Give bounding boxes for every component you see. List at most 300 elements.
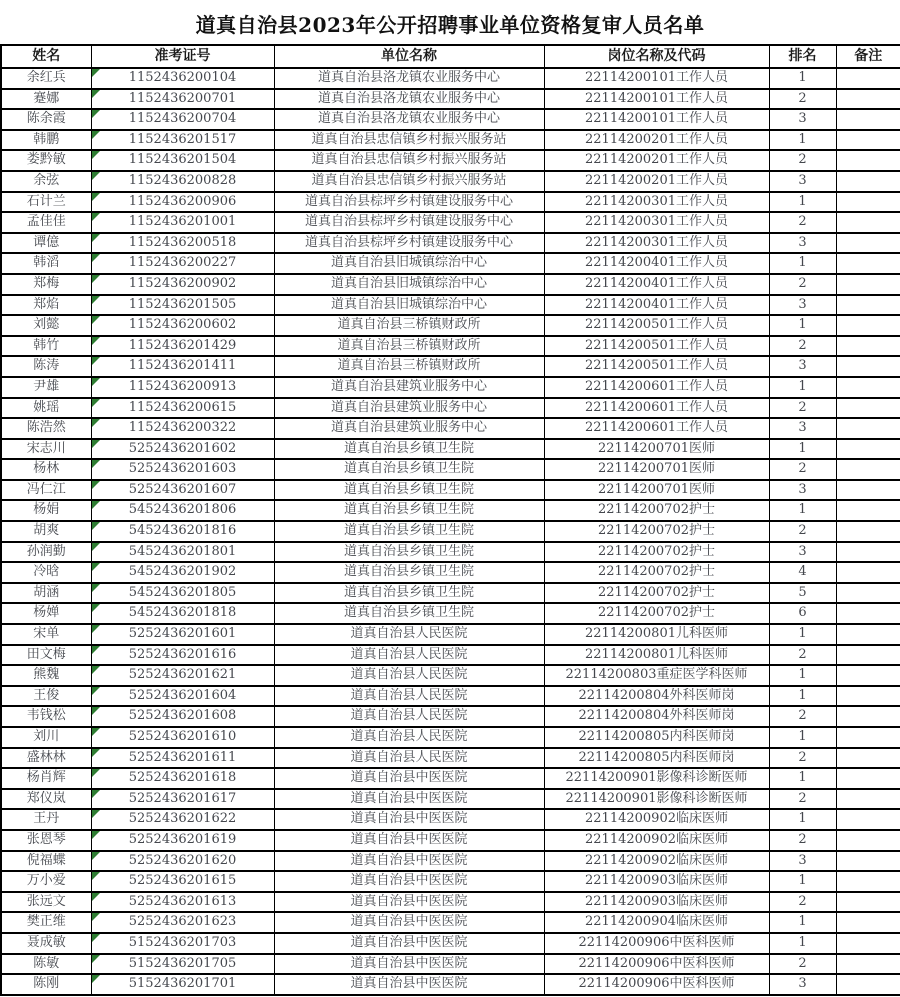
green-corner-flag-icon [92, 399, 100, 407]
table-row [1, 748, 900, 769]
cell-name: 韩滔 [1, 253, 91, 274]
header-remark: 备注 [836, 45, 900, 68]
cell-position-code: 22114200702护士 [544, 583, 769, 604]
green-corner-flag-icon [92, 728, 100, 736]
cell-position-code: 22114200601工作人员 [544, 418, 769, 439]
exam-number-text: 5452436201805 [128, 584, 237, 600]
cell-remark [836, 356, 900, 377]
exam-number-text: 1152436201505 [128, 296, 237, 312]
cell-exam-number [91, 89, 274, 110]
exam-number-text: 5252436201621 [128, 667, 237, 683]
exam-number-text: 5252436201603 [128, 461, 237, 477]
cell-remark [836, 645, 900, 666]
cell-position-code: 22114200901影像科诊断医师 [544, 789, 769, 810]
cell-exam-number [91, 459, 274, 480]
exam-number-text: 5252436201608 [128, 708, 237, 724]
green-corner-flag-icon [92, 440, 100, 448]
cell-unit-name: 道真自治县中医医院 [274, 830, 544, 851]
green-corner-flag-icon [92, 337, 100, 345]
cell-unit-name: 道真自治县人民医院 [274, 748, 544, 769]
table-row [1, 789, 900, 810]
cell-remark [836, 295, 900, 316]
cell-unit-name: 道真自治县三桥镇财政所 [274, 315, 544, 336]
table-row [1, 192, 900, 213]
cell-exam-number [91, 933, 274, 954]
table-row [1, 89, 900, 110]
exam-number-text: 5452436201818 [128, 605, 237, 621]
table-header-row [1, 45, 900, 68]
cell-unit-name: 道真自治县三桥镇财政所 [274, 336, 544, 357]
cell-unit-name: 道真自治县乡镇卫生院 [274, 459, 544, 480]
table-row [1, 624, 900, 645]
exam-number-text: 1152436200828 [128, 172, 237, 188]
cell-unit-name: 道真自治县棕坪乡村镇建设服务中心 [274, 233, 544, 254]
cell-remark [836, 130, 900, 151]
cell-rank: 1 [769, 686, 836, 707]
green-corner-flag-icon [92, 378, 100, 386]
cell-exam-number [91, 171, 274, 192]
cell-rank: 2 [769, 748, 836, 769]
cell-rank: 3 [769, 974, 836, 995]
cell-remark [836, 789, 900, 810]
exam-number-text: 5452436201801 [128, 543, 237, 559]
cell-remark [836, 583, 900, 604]
cell-name: 王丹 [1, 809, 91, 830]
cell-unit-name: 道真自治县旧城镇综治中心 [274, 253, 544, 274]
green-corner-flag-icon [92, 625, 100, 633]
green-corner-flag-icon [92, 254, 100, 262]
cell-unit-name: 道真自治县洛龙镇农业服务中心 [274, 109, 544, 130]
cell-remark [836, 542, 900, 563]
cell-exam-number [91, 809, 274, 830]
cell-unit-name: 道真自治县棕坪乡村镇建设服务中心 [274, 212, 544, 233]
cell-name: 张远文 [1, 892, 91, 913]
exam-number-text: 1152436200704 [128, 111, 237, 127]
table-row [1, 912, 900, 933]
exam-number-text: 1152436201001 [128, 214, 237, 230]
cell-name: 娄黔敏 [1, 150, 91, 171]
exam-number-text: 5252436201613 [128, 893, 237, 909]
table-row [1, 974, 900, 995]
exam-number-text: 5252436201602 [128, 440, 237, 456]
green-corner-flag-icon [92, 749, 100, 757]
header-name: 姓名 [1, 45, 91, 68]
cell-exam-number [91, 748, 274, 769]
exam-number-text: 1152436201504 [128, 152, 237, 168]
cell-position-code: 22114200702护士 [544, 562, 769, 583]
cell-unit-name: 道真自治县中医医院 [274, 768, 544, 789]
green-corner-flag-icon [92, 604, 100, 612]
table-row [1, 583, 900, 604]
cell-position-code: 22114200702护士 [544, 500, 769, 521]
exam-number-text: 5452436201816 [128, 523, 237, 539]
cell-unit-name: 道真自治县中医医院 [274, 954, 544, 975]
cell-rank: 2 [769, 830, 836, 851]
green-corner-flag-icon [92, 193, 100, 201]
cell-remark [836, 439, 900, 460]
table-row [1, 521, 900, 542]
cell-unit-name: 道真自治县中医医院 [274, 892, 544, 913]
cell-position-code: 22114200805内科医师岗 [544, 748, 769, 769]
exam-number-text: 1152436200913 [128, 378, 237, 394]
green-corner-flag-icon [92, 151, 100, 159]
cell-exam-number [91, 130, 274, 151]
cell-position-code: 22114200101工作人员 [544, 89, 769, 110]
exam-number-text: 1152436200322 [128, 420, 237, 436]
cell-name: 倪福蝶 [1, 851, 91, 872]
table-row [1, 480, 900, 501]
cell-unit-name: 道真自治县棕坪乡村镇建设服务中心 [274, 192, 544, 213]
cell-name: 孟佳佳 [1, 212, 91, 233]
exam-number-text: 5252436201601 [128, 626, 237, 642]
cell-unit-name: 道真自治县中医医院 [274, 809, 544, 830]
cell-position-code: 22114200401工作人员 [544, 253, 769, 274]
exam-number-text: 5252436201610 [128, 729, 237, 744]
cell-name: 胡爽 [1, 521, 91, 542]
cell-rank: 1 [769, 871, 836, 892]
cell-rank: 2 [769, 954, 836, 975]
cell-name: 胡涵 [1, 583, 91, 604]
cell-position-code: 22114200701医师 [544, 439, 769, 460]
cell-unit-name: 道真自治县三桥镇财政所 [274, 356, 544, 377]
green-corner-flag-icon [92, 213, 100, 221]
cell-unit-name: 道真自治县旧城镇综治中心 [274, 274, 544, 295]
cell-remark [836, 192, 900, 213]
green-corner-flag-icon [92, 934, 100, 942]
cell-rank: 1 [769, 377, 836, 398]
cell-remark [836, 892, 900, 913]
table-row [1, 706, 900, 727]
cell-unit-name: 道真自治县忠信镇乡村振兴服务站 [274, 171, 544, 192]
exam-number-text: 5252436201607 [128, 481, 237, 497]
cell-name: 蹇娜 [1, 89, 91, 110]
cell-exam-number [91, 336, 274, 357]
cell-name: 杨肖辉 [1, 768, 91, 789]
cell-position-code: 22114200401工作人员 [544, 295, 769, 316]
cell-name: 陈余霞 [1, 109, 91, 130]
cell-rank: 1 [769, 253, 836, 274]
table-row [1, 892, 900, 913]
cell-position-code: 22114200701医师 [544, 480, 769, 501]
cell-name: 万小爱 [1, 871, 91, 892]
green-corner-flag-icon [92, 460, 100, 468]
exam-number-text: 1152436200701 [128, 90, 237, 106]
cell-exam-number [91, 521, 274, 542]
cell-exam-number [91, 706, 274, 727]
cell-unit-name: 道真自治县乡镇卫生院 [274, 603, 544, 624]
cell-remark [836, 109, 900, 130]
cell-rank: 4 [769, 562, 836, 583]
cell-position-code: 22114200901影像科诊断医师 [544, 768, 769, 789]
cell-rank: 3 [769, 418, 836, 439]
cell-rank: 3 [769, 480, 836, 501]
cell-rank: 3 [769, 851, 836, 872]
cell-position-code: 22114200501工作人员 [544, 315, 769, 336]
exam-number-text: 1152436200902 [128, 275, 237, 291]
cell-exam-number [91, 562, 274, 583]
cell-remark [836, 500, 900, 521]
cell-rank: 2 [769, 89, 836, 110]
exam-number-text: 1152436201411 [128, 358, 237, 374]
cell-unit-name: 道真自治县人民医院 [274, 645, 544, 666]
cell-exam-number [91, 727, 274, 748]
cell-unit-name: 道真自治县人民医院 [274, 727, 544, 748]
cell-rank: 1 [769, 439, 836, 460]
cell-position-code: 22114200101工作人员 [544, 68, 769, 89]
cell-remark [836, 768, 900, 789]
table-row [1, 686, 900, 707]
cell-unit-name: 道真自治县忠信镇乡村振兴服务站 [274, 150, 544, 171]
cell-position-code: 22114200101工作人员 [544, 109, 769, 130]
cell-exam-number [91, 480, 274, 501]
cell-rank: 1 [769, 727, 836, 748]
cell-remark [836, 624, 900, 645]
exam-number-text: 5252436201622 [128, 811, 237, 827]
cell-name: 聂成敏 [1, 933, 91, 954]
cell-unit-name: 道真自治县建筑业服务中心 [274, 398, 544, 419]
green-corner-flag-icon [92, 316, 100, 324]
exam-number-text: 5252436201615 [128, 873, 237, 889]
table-row [1, 954, 900, 975]
cell-rank: 1 [769, 315, 836, 336]
green-corner-flag-icon [92, 687, 100, 695]
cell-exam-number [91, 295, 274, 316]
cell-name: 田文梅 [1, 645, 91, 666]
green-corner-flag-icon [92, 831, 100, 839]
cell-rank: 2 [769, 398, 836, 419]
table-row [1, 398, 900, 419]
cell-remark [836, 398, 900, 419]
cell-name: 郑焰 [1, 295, 91, 316]
cell-exam-number [91, 439, 274, 460]
green-corner-flag-icon [92, 769, 100, 777]
cell-exam-number [91, 315, 274, 336]
green-corner-flag-icon [92, 172, 100, 180]
table-row [1, 562, 900, 583]
page-title: 道真自治县2023年公开招聘事业单位资格复审人员名单 [195, 13, 705, 37]
cell-name: 陈敏 [1, 954, 91, 975]
cell-name: 陈刚 [1, 974, 91, 995]
cell-remark [836, 562, 900, 583]
table-row [1, 130, 900, 151]
cell-position-code: 22114200601工作人员 [544, 398, 769, 419]
cell-position-code: 22114200801儿科医师 [544, 624, 769, 645]
cell-name: 熊魏 [1, 665, 91, 686]
cell-unit-name: 道真自治县洛龙镇农业服务中心 [274, 89, 544, 110]
cell-name: 韩鹏 [1, 130, 91, 151]
cell-remark [836, 89, 900, 110]
cell-position-code: 22114200902临床医师 [544, 830, 769, 851]
table-row [1, 212, 900, 233]
cell-rank: 3 [769, 542, 836, 563]
green-corner-flag-icon [92, 234, 100, 242]
cell-name: 刘川 [1, 727, 91, 748]
cell-unit-name: 道真自治县乡镇卫生院 [274, 583, 544, 604]
table-row [1, 542, 900, 563]
cell-name: 冯仁江 [1, 480, 91, 501]
table-row [1, 933, 900, 954]
green-corner-flag-icon [92, 810, 100, 818]
green-corner-flag-icon [92, 522, 100, 530]
cell-name: 宋单 [1, 624, 91, 645]
cell-unit-name: 道真自治县旧城镇综治中心 [274, 295, 544, 316]
cell-remark [836, 706, 900, 727]
cell-rank: 1 [769, 809, 836, 830]
cell-remark [836, 933, 900, 954]
cell-unit-name: 道真自治县中医医院 [274, 851, 544, 872]
green-corner-flag-icon [92, 872, 100, 880]
cell-unit-name: 道真自治县人民医院 [274, 665, 544, 686]
cell-exam-number [91, 871, 274, 892]
cell-unit-name: 道真自治县人民医院 [274, 706, 544, 727]
cell-unit-name: 道真自治县人民医院 [274, 686, 544, 707]
cell-exam-number [91, 356, 274, 377]
cell-unit-name: 道真自治县中医医院 [274, 974, 544, 995]
cell-position-code: 22114200906中医科医师 [544, 954, 769, 975]
table-row [1, 336, 900, 357]
cell-rank: 1 [769, 912, 836, 933]
exam-number-text: 1152436201429 [128, 337, 237, 353]
cell-exam-number [91, 624, 274, 645]
table-row [1, 171, 900, 192]
cell-rank: 1 [769, 130, 836, 151]
table-row [1, 645, 900, 666]
cell-remark [836, 727, 900, 748]
cell-name: 杨林 [1, 459, 91, 480]
cell-position-code: 22114200804外科医师岗 [544, 706, 769, 727]
cell-exam-number [91, 377, 274, 398]
cell-name: 余弦 [1, 171, 91, 192]
table-row [1, 68, 900, 89]
cell-remark [836, 954, 900, 975]
cell-remark [836, 68, 900, 89]
cell-position-code: 22114200201工作人员 [544, 171, 769, 192]
cell-exam-number [91, 954, 274, 975]
green-corner-flag-icon [92, 893, 100, 901]
cell-remark [836, 912, 900, 933]
cell-position-code: 22114200601工作人员 [544, 377, 769, 398]
cell-rank: 1 [769, 768, 836, 789]
cell-unit-name: 道真自治县中医医院 [274, 871, 544, 892]
cell-rank: 3 [769, 109, 836, 130]
cell-rank: 3 [769, 171, 836, 192]
cell-exam-number [91, 645, 274, 666]
exam-number-text: 5152436201705 [128, 955, 237, 971]
table-row [1, 377, 900, 398]
cell-position-code: 22114200501工作人员 [544, 336, 769, 357]
cell-remark [836, 871, 900, 892]
cell-name: 姚瑶 [1, 398, 91, 419]
green-corner-flag-icon [92, 357, 100, 365]
cell-exam-number [91, 192, 274, 213]
roster-table [0, 44, 900, 996]
cell-name: 樊正维 [1, 912, 91, 933]
cell-position-code: 22114200801儿科医师 [544, 645, 769, 666]
green-corner-flag-icon [92, 955, 100, 963]
table-row [1, 439, 900, 460]
table-row [1, 150, 900, 171]
green-corner-flag-icon [92, 543, 100, 551]
green-corner-flag-icon [92, 646, 100, 654]
table-row [1, 768, 900, 789]
cell-name: 陈涛 [1, 356, 91, 377]
exam-number-text: 1152436200227 [128, 255, 237, 271]
table-row [1, 233, 900, 254]
cell-exam-number [91, 789, 274, 810]
green-corner-flag-icon [92, 584, 100, 592]
cell-rank: 1 [769, 933, 836, 954]
exam-number-text: 1152436200518 [128, 234, 237, 250]
cell-name: 尹雄 [1, 377, 91, 398]
cell-position-code: 22114200702护士 [544, 603, 769, 624]
cell-exam-number [91, 665, 274, 686]
cell-rank: 2 [769, 892, 836, 913]
cell-rank: 1 [769, 68, 836, 89]
green-corner-flag-icon [92, 666, 100, 674]
cell-position-code: 22114200702护士 [544, 521, 769, 542]
cell-remark [836, 521, 900, 542]
cell-remark [836, 851, 900, 872]
table-row [1, 274, 900, 295]
cell-remark [836, 665, 900, 686]
cell-rank: 2 [769, 789, 836, 810]
exam-number-text: 5152436201703 [128, 934, 237, 950]
cell-position-code: 22114200401工作人员 [544, 274, 769, 295]
cell-exam-number [91, 583, 274, 604]
cell-rank: 6 [769, 603, 836, 624]
cell-position-code: 22114200501工作人员 [544, 356, 769, 377]
cell-position-code: 22114200903临床医师 [544, 871, 769, 892]
cell-name: 张恩琴 [1, 830, 91, 851]
cell-rank: 1 [769, 192, 836, 213]
cell-unit-name: 道真自治县乡镇卫生院 [274, 521, 544, 542]
header-number: 准考证号 [91, 45, 274, 68]
exam-number-text: 5252436201611 [128, 749, 237, 765]
cell-name: 韦钱松 [1, 706, 91, 727]
exam-number-text: 5152436201701 [128, 976, 237, 992]
cell-exam-number [91, 253, 274, 274]
green-corner-flag-icon [92, 419, 100, 427]
cell-name: 杨娟 [1, 500, 91, 521]
table-row [1, 830, 900, 851]
header-unit: 单位名称 [274, 45, 544, 68]
cell-position-code: 22114200902临床医师 [544, 851, 769, 872]
cell-position-code: 22114200701医师 [544, 459, 769, 480]
cell-name: 韩竹 [1, 336, 91, 357]
cell-unit-name: 道真自治县中医医院 [274, 933, 544, 954]
cell-unit-name: 道真自治县乡镇卫生院 [274, 439, 544, 460]
exam-number-text: 1152436201517 [128, 131, 237, 147]
cell-remark [836, 603, 900, 624]
cell-exam-number [91, 542, 274, 563]
cell-exam-number [91, 912, 274, 933]
cell-name: 刘懿 [1, 315, 91, 336]
exam-number-text: 5252436201620 [128, 852, 237, 868]
green-corner-flag-icon [92, 501, 100, 509]
cell-remark [836, 830, 900, 851]
cell-exam-number [91, 418, 274, 439]
cell-position-code: 22114200201工作人员 [544, 130, 769, 151]
table-body [1, 68, 900, 995]
cell-position-code: 22114200904临床医师 [544, 912, 769, 933]
cell-name: 郑仪岚 [1, 789, 91, 810]
cell-exam-number [91, 150, 274, 171]
green-corner-flag-icon [92, 707, 100, 715]
exam-number-text: 5252436201619 [128, 831, 237, 847]
cell-name: 郑梅 [1, 274, 91, 295]
cell-remark [836, 480, 900, 501]
cell-name: 石计兰 [1, 192, 91, 213]
